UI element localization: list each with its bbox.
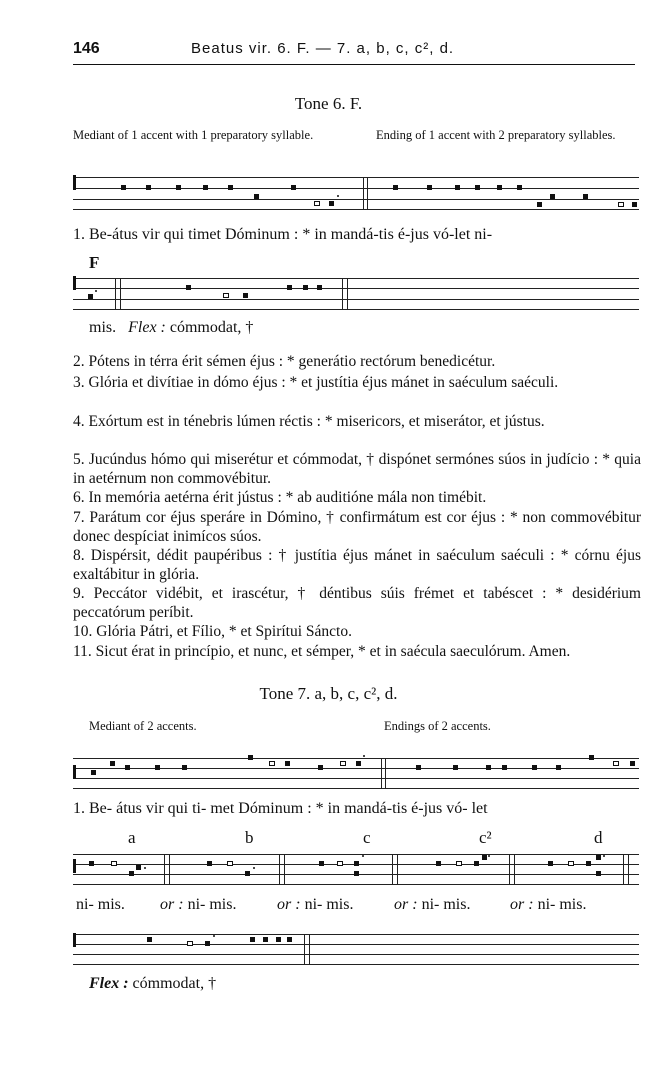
note-mark	[303, 285, 308, 290]
bar-line	[367, 177, 368, 209]
note-mark	[453, 765, 458, 770]
open-note-mark	[187, 941, 193, 946]
note-mark	[176, 185, 181, 190]
note-mark	[583, 194, 588, 199]
bar-line	[169, 854, 170, 884]
note-mark	[393, 185, 398, 190]
bar-line	[347, 278, 348, 309]
bar-line	[164, 854, 165, 884]
staff-line	[73, 934, 639, 935]
staff-line	[73, 188, 639, 189]
note-mark	[318, 765, 323, 770]
clef-icon	[73, 276, 76, 290]
note-mark	[243, 293, 248, 298]
note-mark	[436, 861, 441, 866]
tone6-staff	[73, 175, 639, 211]
ending-syllable-text: ni- mis.	[304, 896, 354, 913]
open-note-mark	[340, 761, 346, 766]
bar-line	[279, 854, 280, 884]
ending-letter-a: a	[128, 828, 136, 847]
verse-5: 5. Jucúndus hómo qui miserétur et cómmodat, † dispónet sermónes súos in judício : * quia in aetérnum non commovébitur.	[73, 451, 641, 487]
staff-line	[73, 177, 639, 178]
tone6-title: Tone 6. F.	[294, 94, 363, 113]
staff-line	[73, 288, 639, 289]
note-mark	[182, 765, 187, 770]
clef-icon	[73, 933, 76, 947]
or-label: or :	[394, 896, 418, 913]
note-mark	[354, 871, 359, 876]
note-mark	[589, 755, 594, 760]
note-mark	[291, 185, 296, 190]
staff-line	[73, 278, 639, 279]
bar-line	[363, 177, 364, 209]
note-mark	[88, 294, 93, 299]
note-mark	[91, 770, 96, 775]
note-mark	[207, 861, 212, 866]
note-mark	[186, 285, 191, 290]
ending-syllables-c2	[394, 896, 470, 914]
bar-line	[381, 758, 382, 788]
open-note-mark	[223, 293, 229, 298]
note-mark	[147, 937, 152, 942]
tone7-verse1-text: 1. Be- átus vir qui ti- met Dóminum : * in mandá-tis é-jus vó- let	[73, 800, 488, 817]
dot-mark	[603, 855, 605, 857]
ending-letter-d: d	[594, 828, 603, 847]
bar-line	[309, 934, 310, 964]
note-mark	[155, 765, 160, 770]
ending-syllable-text: ni- mis.	[537, 896, 587, 913]
ending-syllables-b	[160, 896, 236, 914]
bar-line	[623, 854, 624, 884]
staff-line	[73, 944, 639, 945]
tone7-ending-note: Endings of 2 accents.	[384, 719, 491, 733]
open-note-mark	[227, 861, 233, 866]
note-mark	[329, 201, 334, 206]
note-mark	[537, 202, 542, 207]
staff-line	[73, 964, 639, 965]
note-mark	[254, 194, 259, 199]
note-mark	[548, 861, 553, 866]
note-mark	[203, 185, 208, 190]
tone6-ending-letter: F	[89, 253, 100, 272]
bar-line	[385, 758, 386, 788]
note-mark	[317, 285, 322, 290]
note-mark	[129, 871, 134, 876]
bar-line	[509, 854, 510, 884]
or-label: or :	[277, 896, 301, 913]
note-mark	[596, 855, 601, 860]
verse-8: 8. Dispérsit, dédit paupéribus : † justítia éjus mánet in saéculum saéculi : * córnu éjus exaltábitur in glória.	[73, 547, 641, 583]
bar-line	[392, 854, 393, 884]
page-number: 146	[73, 40, 100, 57]
or-label: or :	[160, 896, 184, 913]
ending-syllable-text: ni- mis.	[187, 896, 237, 913]
open-note-mark	[314, 201, 320, 206]
tone7-endings-staff	[73, 853, 639, 887]
ending-letter-c2: c²	[479, 828, 492, 847]
bar-line	[284, 854, 285, 884]
verse-7: 7. Parátum cor éjus speráre in Dómino, † confirmátum est cor éjus : * non commovébitur donec despíciat inimícos súos.	[73, 509, 641, 545]
staff-line	[73, 309, 639, 310]
tone7-mediant-note: Mediant of 2 accents.	[89, 719, 197, 733]
staff-line	[73, 788, 639, 789]
note-mark	[630, 761, 635, 766]
ending-syllable-text: ni- mis.	[421, 896, 471, 913]
note-mark	[136, 865, 141, 870]
note-mark	[354, 861, 359, 866]
note-mark	[146, 185, 151, 190]
note-mark	[475, 185, 480, 190]
dot-mark	[362, 855, 364, 857]
staff-line	[73, 854, 639, 855]
note-mark	[263, 937, 268, 942]
note-mark	[550, 194, 555, 199]
dot-mark	[213, 935, 215, 937]
note-mark	[205, 941, 210, 946]
ending-letter-b: b	[245, 828, 254, 847]
flex-text: cómmodat, †	[169, 319, 254, 336]
clef-icon	[73, 859, 76, 873]
note-mark	[250, 937, 255, 942]
staff-line	[73, 758, 639, 759]
note-mark	[482, 855, 487, 860]
note-mark	[356, 761, 361, 766]
staff-line	[73, 954, 639, 955]
or-label: or :	[510, 896, 534, 913]
tone7-title: Tone 7. a, b, c, c², d.	[259, 684, 398, 703]
note-mark	[502, 765, 507, 770]
verse-4: 4. Exórtum est in ténebris lúmen réctis : * misericors, et miserátor, et jústus.	[73, 413, 545, 430]
ending-syllables-a	[76, 896, 125, 914]
verse-11: 11. Sicut érat in princípio, et nunc, et sémper, * et in saécula saeculórum. Amen.	[73, 643, 571, 660]
staff-line	[73, 209, 639, 210]
note-mark	[110, 761, 115, 766]
note-mark	[121, 185, 126, 190]
note-mark	[276, 937, 281, 942]
note-mark	[228, 185, 233, 190]
open-note-mark	[568, 861, 574, 866]
ending-letter-c: c	[363, 828, 371, 847]
flex-text: cómmodat, †	[132, 975, 217, 992]
tone6-termination-staff	[73, 276, 639, 312]
verse-9: 9. Peccátor vidébit, et irascétur, † déntibus súis frémet et tabéscet : * desidérium peccatórum períbit.	[73, 585, 641, 621]
verse-3: 3. Glória et divítiae in dómo éjus : * et justítia éjus mánet in saéculum saéculi.	[73, 374, 559, 391]
bar-line	[397, 854, 398, 884]
bar-line	[120, 278, 121, 309]
note-mark	[416, 765, 421, 770]
open-note-mark	[337, 861, 343, 866]
note-mark	[632, 202, 637, 207]
bar-line	[342, 278, 343, 309]
dot-mark	[488, 855, 490, 857]
dot-mark	[363, 755, 365, 757]
dot-mark	[95, 290, 97, 292]
open-note-mark	[111, 861, 117, 866]
note-mark	[319, 861, 324, 866]
tone6-verse1-text: 1. Be-átus vir qui timet Dóminum : * in mandá-tis é-jus vó-let ni-	[73, 226, 493, 243]
tone7-staff	[73, 757, 639, 791]
staff-line	[73, 299, 639, 300]
ending-syllables-d	[510, 896, 586, 914]
dot-mark	[144, 867, 146, 869]
staff-line	[73, 778, 639, 779]
note-mark	[474, 861, 479, 866]
continuation-text: mis.	[89, 319, 117, 336]
note-mark	[532, 765, 537, 770]
tone7-flex-staff	[73, 933, 639, 967]
tone7-flex	[89, 975, 216, 993]
note-mark	[586, 861, 591, 866]
open-note-mark	[456, 861, 462, 866]
tone6-continuation	[89, 319, 253, 337]
ending-syllables-c	[277, 896, 353, 914]
note-mark	[427, 185, 432, 190]
clef-icon	[73, 765, 76, 779]
note-mark	[287, 285, 292, 290]
tone6-ending-note: Ending of 1 accent with 2 preparatory syllables.	[376, 128, 616, 142]
note-mark	[556, 765, 561, 770]
note-mark	[497, 185, 502, 190]
header-rule	[73, 64, 635, 65]
dot-mark	[337, 195, 339, 197]
bar-line	[628, 854, 629, 884]
note-mark	[596, 871, 601, 876]
note-mark	[455, 185, 460, 190]
staff-line	[73, 199, 639, 200]
verse-10: 10. Glória Pátri, et Fílio, * et Spirítui Sáncto.	[73, 623, 352, 640]
note-mark	[287, 937, 292, 942]
verse-2: 2. Pótens in térra érit sémen éjus : * generátio rectórum benedicétur.	[73, 353, 496, 370]
open-note-mark	[613, 761, 619, 766]
bar-line	[514, 854, 515, 884]
bar-line	[304, 934, 305, 964]
bar-line	[115, 278, 116, 309]
note-mark	[245, 871, 250, 876]
verse-6: 6. In memória aetérna érit jústus : * ab auditióne mála non timébit.	[73, 489, 487, 506]
staff-line	[73, 884, 639, 885]
open-note-mark	[269, 761, 275, 766]
running-title: Beatus vir. 6. F. — 7. a, b, c, c², d.	[191, 40, 455, 57]
flex-label: Flex :	[128, 319, 166, 336]
dot-mark	[253, 867, 255, 869]
note-mark	[89, 861, 94, 866]
note-mark	[486, 765, 491, 770]
note-mark	[248, 755, 253, 760]
note-mark	[125, 765, 130, 770]
note-mark	[285, 761, 290, 766]
clef-icon	[73, 175, 76, 190]
ending-syllable-text: ni- mis.	[76, 896, 125, 913]
open-note-mark	[618, 202, 624, 207]
note-mark	[517, 185, 522, 190]
flex-label: Flex :	[89, 975, 129, 992]
tone6-mediant-note: Mediant of 1 accent with 1 preparatory syllable.	[73, 128, 314, 142]
